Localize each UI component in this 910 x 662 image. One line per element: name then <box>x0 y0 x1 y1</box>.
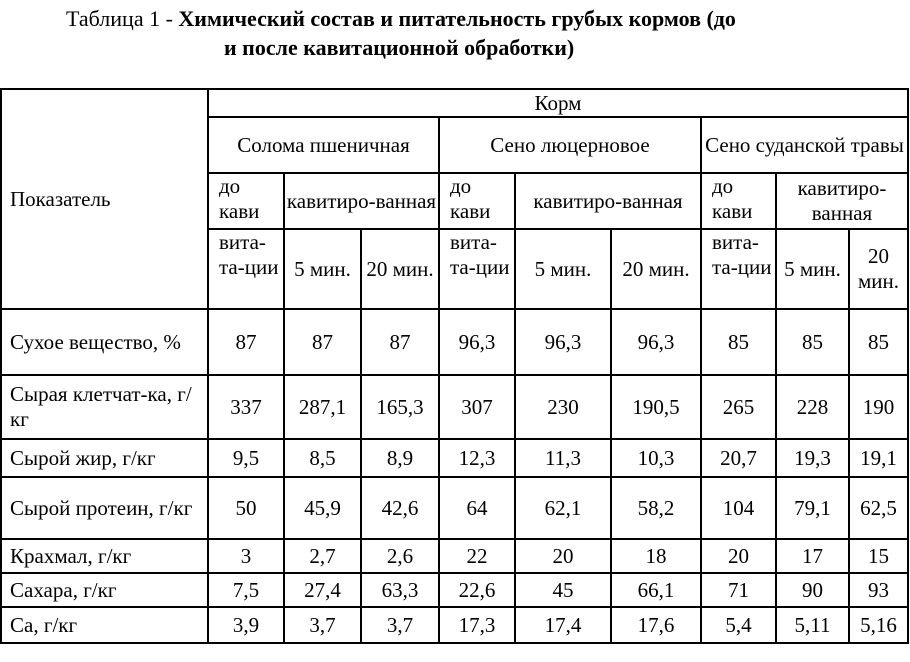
table-cell: 230 <box>515 375 611 439</box>
row-label: Сырой протеин, г/кг <box>1 477 208 539</box>
row-label: Крахмал, г/кг <box>1 539 208 573</box>
table-cell: 20 <box>515 539 611 573</box>
table-cell: 96,3 <box>515 309 611 375</box>
group-header-alfalfa-hay: Сено люцерновое <box>439 117 701 173</box>
caption-title-part-1: Химический состав и питательность грубых кормов (до <box>178 6 736 31</box>
before-cavitation-header-bottom: вита-та-ции <box>701 229 776 309</box>
table-cell: 190,5 <box>611 375 701 439</box>
caption-line-1 <box>0 4 910 33</box>
table-cell: 96,3 <box>439 309 515 375</box>
table-cell: 11,3 <box>515 439 611 477</box>
table-cell: 3 <box>208 539 284 573</box>
table-cell: 18 <box>611 539 701 573</box>
row-label: Ca, г/кг <box>1 607 208 643</box>
row-label: Сахара, г/кг <box>1 573 208 607</box>
table-cell: 17,6 <box>611 607 701 643</box>
group-header-sudan-grass-hay: Сено суданской травы <box>701 117 908 173</box>
feed-header: Корм <box>208 89 908 117</box>
table-cell: 2,7 <box>284 539 361 573</box>
time-header-20: 20 мин. <box>361 229 439 309</box>
table-cell: 96,3 <box>611 309 701 375</box>
table-cell: 10,3 <box>611 439 701 477</box>
table-body <box>1 309 908 643</box>
table-cell: 17,3 <box>439 607 515 643</box>
table-cell: 307 <box>439 375 515 439</box>
row-label: Сухое вещество, % <box>1 309 208 375</box>
table-cell: 90 <box>776 573 849 607</box>
table-cell: 8,9 <box>361 439 439 477</box>
table-cell: 5,11 <box>776 607 849 643</box>
group-header-wheat-straw: Солома пшеничная <box>208 117 439 173</box>
table-cell: 87 <box>361 309 439 375</box>
time-header-20: 20 мин. <box>849 229 908 309</box>
table-cell: 62,5 <box>849 477 908 539</box>
table-cell: 9,5 <box>208 439 284 477</box>
cavitated-header: кавитиро-ванная <box>515 173 701 229</box>
table-caption <box>0 4 910 62</box>
table-cell: 93 <box>849 573 908 607</box>
table-cell: 85 <box>776 309 849 375</box>
time-header-20: 20 мин. <box>611 229 701 309</box>
table-cell: 3,7 <box>284 607 361 643</box>
table-cell: 71 <box>701 573 776 607</box>
table-cell: 63,3 <box>361 573 439 607</box>
before-cavitation-header-top: до кави <box>439 173 515 229</box>
table-cell: 12,3 <box>439 439 515 477</box>
table-cell: 42,6 <box>361 477 439 539</box>
table-cell: 58,2 <box>611 477 701 539</box>
table-cell: 85 <box>701 309 776 375</box>
table-row <box>1 375 908 439</box>
table-cell: 87 <box>284 309 361 375</box>
table-cell: 3,7 <box>361 607 439 643</box>
table-cell: 20 <box>701 539 776 573</box>
feed-composition-table <box>0 88 909 644</box>
table-row <box>1 607 908 643</box>
table-cell: 7,5 <box>208 573 284 607</box>
table-cell: 87 <box>208 309 284 375</box>
table-cell: 265 <box>701 375 776 439</box>
table-cell: 50 <box>208 477 284 539</box>
table-cell: 27,4 <box>284 573 361 607</box>
table-row <box>1 573 908 607</box>
table-cell: 66,1 <box>611 573 701 607</box>
table-row <box>1 309 908 375</box>
table-cell: 8,5 <box>284 439 361 477</box>
before-cavitation-header-bottom: вита-та-ции <box>208 229 284 309</box>
table-cell: 5,16 <box>849 607 908 643</box>
table-row <box>1 439 908 477</box>
table-cell: 45,9 <box>284 477 361 539</box>
table-cell: 228 <box>776 375 849 439</box>
table-cell: 2,6 <box>361 539 439 573</box>
table-row <box>1 539 908 573</box>
before-cavitation-header-top: до кави <box>208 173 284 229</box>
table-cell: 337 <box>208 375 284 439</box>
table-row <box>1 477 908 539</box>
time-header-5: 5 мин. <box>284 229 361 309</box>
before-cavitation-header-bottom: вита-та-ции <box>439 229 515 309</box>
table-cell: 190 <box>849 375 908 439</box>
table-cell: 17,4 <box>515 607 611 643</box>
table-cell: 17 <box>776 539 849 573</box>
table-cell: 22 <box>439 539 515 573</box>
row-label: Сырой жир, г/кг <box>1 439 208 477</box>
cavitated-header: кавитиро-ванная <box>284 173 439 229</box>
time-header-5: 5 мин. <box>515 229 611 309</box>
table-cell: 287,1 <box>284 375 361 439</box>
indicator-header: Показатель <box>1 89 208 309</box>
table-cell: 3,9 <box>208 607 284 643</box>
table-cell: 62,1 <box>515 477 611 539</box>
table-cell: 45 <box>515 573 611 607</box>
table-cell: 20,7 <box>701 439 776 477</box>
table-cell: 19,1 <box>849 439 908 477</box>
table-cell: 19,3 <box>776 439 849 477</box>
table-cell: 22,6 <box>439 573 515 607</box>
time-header-5: 5 мин. <box>776 229 849 309</box>
table-cell: 85 <box>849 309 908 375</box>
caption-prefix: Таблица 1 - <box>66 6 173 31</box>
table-cell: 165,3 <box>361 375 439 439</box>
table-cell: 5,4 <box>701 607 776 643</box>
cavitated-header: кавитиро-ванная <box>776 173 908 229</box>
table-cell: 64 <box>439 477 515 539</box>
table-cell: 79,1 <box>776 477 849 539</box>
row-label: Сырая клетчат-ка, г/кг <box>1 375 208 439</box>
caption-title-part-2: и после кавитационной обработки) <box>224 35 575 60</box>
table-cell: 104 <box>701 477 776 539</box>
before-cavitation-header-top: до кави <box>701 173 776 229</box>
table-cell: 15 <box>849 539 908 573</box>
